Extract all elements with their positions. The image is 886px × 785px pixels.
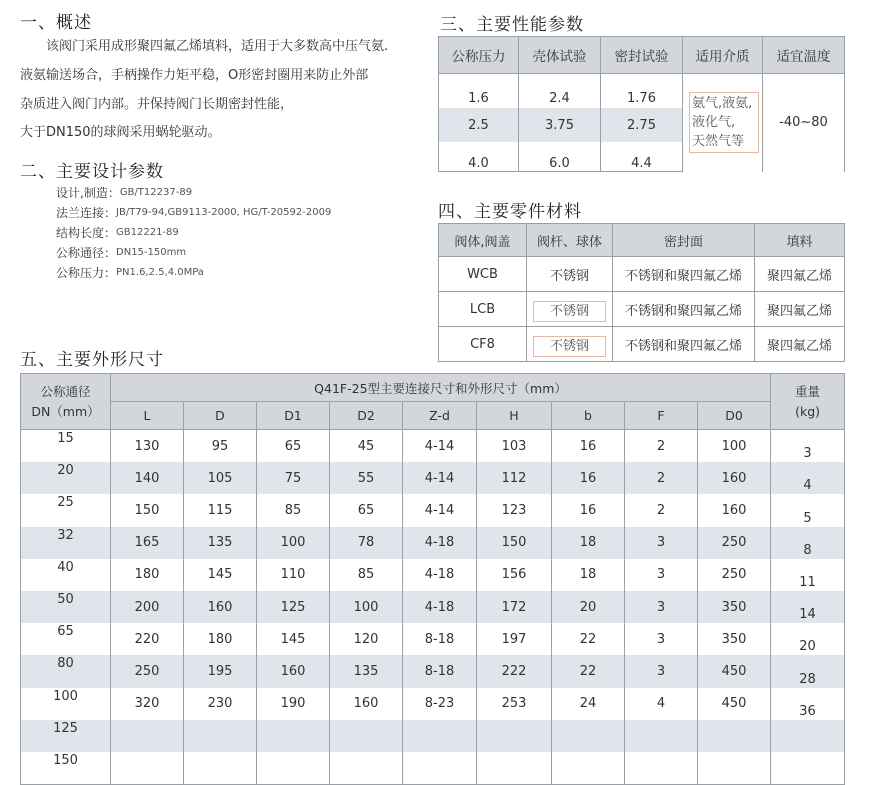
table-row: [439, 292, 845, 327]
dim-cell: 4-14: [403, 494, 477, 526]
table-cell: 不锈钢和聚四氟乙烯: [613, 327, 755, 362]
dim-cell: [477, 752, 552, 785]
dim-cell: 18: [552, 527, 625, 559]
col-header: 适用介质: [683, 37, 763, 74]
dn-cell: 125: [21, 720, 111, 752]
dim-cell: [330, 752, 403, 785]
table-cell: [527, 292, 613, 327]
dim-cell: 350: [698, 591, 771, 623]
dim-cell: 160: [257, 655, 330, 687]
dim-cell: 150: [111, 494, 184, 526]
overview-line-2: 液氨输送场合，手柄操作力矩平稳，O形密封圈用来防止外部: [20, 68, 369, 83]
dim-cell: 16: [552, 494, 625, 526]
weight-cell: 14: [771, 591, 845, 623]
cell-text: 不锈钢: [533, 336, 606, 357]
dim-cell: 20: [552, 591, 625, 623]
dim-cell: [698, 752, 771, 785]
dn-cell: 20: [21, 462, 111, 494]
header-line: DN（mm）: [31, 403, 100, 419]
dim-cell: 172: [477, 591, 552, 623]
dn-cell: 80: [21, 655, 111, 687]
dim-cell: 3: [625, 655, 698, 687]
table-row: [21, 430, 845, 463]
table-header-row: [21, 402, 845, 430]
dim-cell: 16: [552, 462, 625, 494]
dim-cell: 3: [625, 623, 698, 655]
design-spec-list: [56, 183, 331, 283]
dim-cell: 22: [552, 623, 625, 655]
col-header: Z-d: [403, 402, 477, 430]
col-header: 壳体试验: [519, 37, 601, 74]
dim-cell: 103: [477, 430, 552, 463]
table-cell: 聚四氟乙烯: [755, 327, 845, 362]
dim-cell: [111, 720, 184, 752]
col-header: 密封面: [613, 224, 755, 257]
spec-value: PN1.6,2.5,4.0MPa: [116, 267, 204, 278]
header-line: 公称通径: [40, 383, 91, 399]
dim-cell: 156: [477, 559, 552, 591]
medium-line: 液化气,: [692, 115, 736, 130]
spec-key: 公称压力：: [56, 266, 117, 280]
dim-cell: 450: [698, 655, 771, 687]
table-cell: 2.75: [601, 108, 683, 142]
dim-cell: 110: [257, 559, 330, 591]
dim-cell: [625, 752, 698, 785]
dim-cell: [257, 752, 330, 785]
dim-cell: 4-14: [403, 430, 477, 463]
weight-cell: 3: [771, 430, 845, 463]
dim-cell: 8-23: [403, 688, 477, 720]
dim-cell: 250: [698, 559, 771, 591]
dim-cell: 180: [111, 559, 184, 591]
dim-cell: [552, 752, 625, 785]
dim-cell: 135: [330, 655, 403, 687]
dim-cell: 4-18: [403, 527, 477, 559]
dim-cell: 230: [184, 688, 257, 720]
col-header: H: [477, 402, 552, 430]
table-cell: 1.76: [601, 74, 683, 109]
dim-cell: 197: [477, 623, 552, 655]
dim-cell: 24: [552, 688, 625, 720]
overview-line-3: 杂质进入阀门内部。并保持阀门长期密封性能，: [20, 97, 294, 112]
medium-box: [689, 92, 759, 153]
dim-cell: 165: [111, 527, 184, 559]
table-row: [21, 462, 845, 494]
dim-cell: 2: [625, 462, 698, 494]
table-row: [439, 74, 845, 109]
dim-cell: 4-14: [403, 462, 477, 494]
col-header: b: [552, 402, 625, 430]
dim-cell: 253: [477, 688, 552, 720]
dim-cell: 2: [625, 494, 698, 526]
dim-cell: 112: [477, 462, 552, 494]
weight-cell: [771, 720, 845, 752]
dim-cell: 120: [330, 623, 403, 655]
dim-cell: 200: [111, 591, 184, 623]
spec-value: GB/T12237-89: [119, 187, 193, 198]
dim-cell: 160: [330, 688, 403, 720]
table-cell: LCB: [439, 292, 527, 327]
dim-cell: [111, 752, 184, 785]
header-line: (kg): [795, 403, 821, 419]
dim-cell: 123: [477, 494, 552, 526]
dim-cell: 65: [330, 494, 403, 526]
dim-cell: 100: [698, 430, 771, 463]
col-header: D2: [330, 402, 403, 430]
spec-key: 设计,制造：: [56, 186, 120, 200]
dim-cell: 22: [552, 655, 625, 687]
table-cell: 不锈钢: [527, 257, 613, 292]
weight-cell: 5: [771, 494, 845, 526]
temp-cell: -40~80: [763, 74, 845, 172]
dim-cell: 2: [625, 430, 698, 463]
spec-row: [56, 183, 331, 203]
dim-cell: 220: [111, 623, 184, 655]
medium-line: 氨气,液氨,: [692, 96, 753, 111]
table-cell: 2.4: [519, 74, 601, 109]
table-row: [21, 494, 845, 526]
dim-cell: 180: [184, 623, 257, 655]
dim-cell: 320: [111, 688, 184, 720]
dim-cell: 3: [625, 591, 698, 623]
dim-cell: 78: [330, 527, 403, 559]
section1-title: 一、概述: [20, 13, 92, 33]
overview-line-1: 该阀门采用成形聚四氟乙烯填料，适用于大多数高中压气氨.: [46, 39, 389, 54]
dim-cell: 150: [477, 527, 552, 559]
dim-cell: 4-18: [403, 559, 477, 591]
dim-cell: 100: [257, 527, 330, 559]
col-header-group: Q41F-25型主要连接尺寸和外形尺寸（mm）: [111, 374, 771, 402]
dim-cell: 145: [257, 623, 330, 655]
dim-cell: 95: [184, 430, 257, 463]
table-cell: 6.0: [519, 142, 601, 172]
spec-row: [56, 243, 331, 263]
dim-cell: [477, 720, 552, 752]
dim-cell: 130: [111, 430, 184, 463]
weight-cell: 4: [771, 462, 845, 494]
spec-value: GB12221-89: [116, 227, 179, 238]
table-row: [21, 623, 845, 655]
col-header: D1: [257, 402, 330, 430]
table-header-row: [21, 374, 845, 402]
col-header-dn: [21, 374, 111, 430]
weight-cell: 28: [771, 655, 845, 687]
section3-title: 三、主要性能参数: [440, 15, 584, 35]
weight-cell: 20: [771, 623, 845, 655]
dim-cell: 100: [330, 591, 403, 623]
dim-cell: [257, 720, 330, 752]
dimensions-table-body: [21, 430, 845, 785]
table-row: [21, 591, 845, 623]
table-header-row: [439, 37, 845, 74]
table-cell: 4.4: [601, 142, 683, 172]
dim-cell: [625, 720, 698, 752]
dim-cell: 350: [698, 623, 771, 655]
dn-cell: 50: [21, 591, 111, 623]
weight-cell: [771, 752, 845, 785]
dim-cell: 160: [698, 494, 771, 526]
dn-cell: 65: [21, 623, 111, 655]
table-cell: 不锈钢和聚四氟乙烯: [613, 292, 755, 327]
table-cell: CF8: [439, 327, 527, 362]
spec-key: 结构长度：: [56, 226, 117, 240]
dim-cell: 18: [552, 559, 625, 591]
dim-cell: [184, 720, 257, 752]
dim-cell: 3: [625, 527, 698, 559]
table-row: [21, 688, 845, 720]
performance-table: [438, 36, 845, 172]
section5-title: 五、主要外形尺寸: [20, 350, 164, 370]
dim-cell: 140: [111, 462, 184, 494]
dim-cell: 3: [625, 559, 698, 591]
dn-cell: 100: [21, 688, 111, 720]
dim-cell: 250: [698, 527, 771, 559]
dn-cell: 32: [21, 527, 111, 559]
dim-cell: 135: [184, 527, 257, 559]
col-header: 密封试验: [601, 37, 683, 74]
table-row: [21, 559, 845, 591]
table-row: [439, 257, 845, 292]
header-line: 重量: [795, 383, 821, 399]
dim-cell: 65: [257, 430, 330, 463]
table-cell: [527, 327, 613, 362]
section2-title: 二、主要设计参数: [20, 162, 164, 182]
cell-text: 不锈钢: [533, 301, 606, 322]
spec-key: 公称通径：: [56, 246, 117, 260]
spec-row: [56, 223, 331, 243]
overview-line-4: 大于DN150的球阀采用蜗轮驱动。: [20, 125, 221, 140]
table-cell: 4.0: [439, 142, 519, 172]
dim-cell: 55: [330, 462, 403, 494]
dim-cell: 115: [184, 494, 257, 526]
table-row: [21, 655, 845, 687]
dim-cell: 125: [257, 591, 330, 623]
col-header: 公称压力: [439, 37, 519, 74]
table-cell: 2.5: [439, 108, 519, 142]
col-header: D0: [698, 402, 771, 430]
dim-cell: 4-18: [403, 591, 477, 623]
table-row: [21, 527, 845, 559]
dim-cell: 8-18: [403, 623, 477, 655]
table-row: [439, 327, 845, 362]
dim-cell: 450: [698, 688, 771, 720]
dim-cell: [552, 720, 625, 752]
dim-cell: 195: [184, 655, 257, 687]
dn-cell: 150: [21, 752, 111, 785]
table-cell: 3.75: [519, 108, 601, 142]
dimensions-table: [20, 373, 845, 785]
spec-value: JB/T79-94,GB9113-2000, HG/T-20592-2009: [116, 207, 332, 218]
dim-cell: 45: [330, 430, 403, 463]
dim-cell: 75: [257, 462, 330, 494]
col-header: L: [111, 402, 184, 430]
dim-cell: 190: [257, 688, 330, 720]
dim-cell: 145: [184, 559, 257, 591]
dn-cell: 40: [21, 559, 111, 591]
spec-value: DN15-150mm: [116, 247, 187, 258]
spec-key: 法兰连接：: [56, 206, 117, 220]
dim-cell: [403, 720, 477, 752]
table-cell: 不锈钢和聚四氟乙烯: [613, 257, 755, 292]
dim-cell: [698, 720, 771, 752]
dim-cell: 222: [477, 655, 552, 687]
col-header: F: [625, 402, 698, 430]
col-header: 阀杆、球体: [527, 224, 613, 257]
dim-cell: [184, 752, 257, 785]
weight-cell: 11: [771, 559, 845, 591]
medium-cell: [683, 74, 763, 172]
medium-line: 天然气等: [692, 134, 745, 149]
dim-cell: 250: [111, 655, 184, 687]
table-cell: WCB: [439, 257, 527, 292]
dn-cell: 25: [21, 494, 111, 526]
col-header-weight: [771, 374, 845, 430]
table-cell: 聚四氟乙烯: [755, 292, 845, 327]
dim-cell: 4: [625, 688, 698, 720]
table-header-row: [439, 224, 845, 257]
table-cell: 聚四氟乙烯: [755, 257, 845, 292]
dim-cell: 16: [552, 430, 625, 463]
dim-cell: 160: [698, 462, 771, 494]
col-header: 适宜温度: [763, 37, 845, 74]
col-header: D: [184, 402, 257, 430]
dim-cell: 8-18: [403, 655, 477, 687]
table-cell: 1.6: [439, 74, 519, 109]
dim-cell: 105: [184, 462, 257, 494]
dim-cell: [330, 720, 403, 752]
dim-cell: 85: [330, 559, 403, 591]
table-row: [21, 720, 845, 752]
dim-cell: 160: [184, 591, 257, 623]
section4-title: 四、主要零件材料: [438, 202, 582, 222]
spec-row: [56, 263, 331, 283]
materials-table: [438, 223, 845, 362]
col-header: 阀体,阀盖: [439, 224, 527, 257]
dn-cell: 15: [21, 430, 111, 463]
dim-cell: 85: [257, 494, 330, 526]
table-row: [21, 752, 845, 785]
weight-cell: 8: [771, 527, 845, 559]
weight-cell: 36: [771, 688, 845, 720]
dim-cell: [403, 752, 477, 785]
spec-row: [56, 203, 331, 223]
col-header: 填料: [755, 224, 845, 257]
